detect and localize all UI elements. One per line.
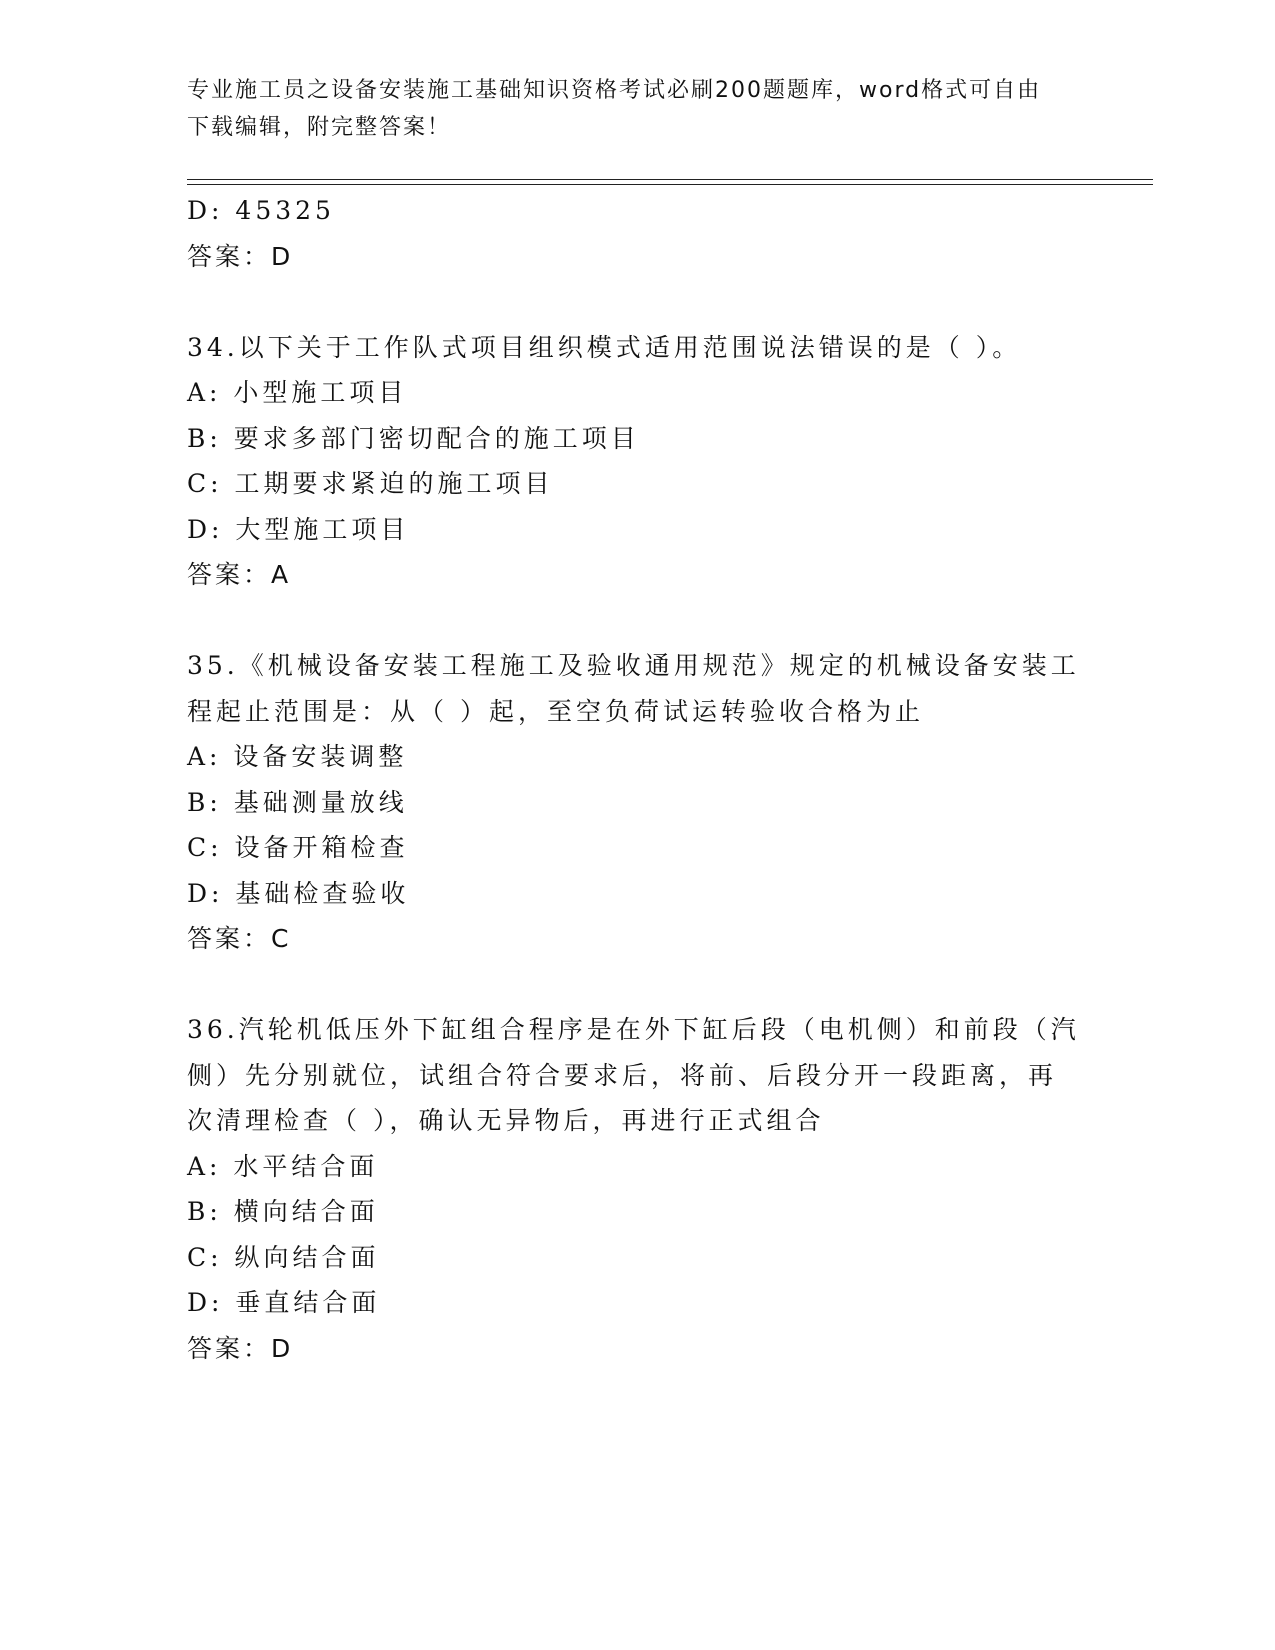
spacer [187, 598, 1087, 644]
question-stem-line-3: 次清理检查（ ），确认无异物后，再进行正式组合 [187, 1106, 825, 1135]
header-line-2: 下载编辑，附完整答案！ [187, 115, 452, 140]
option-b: B: 横向结合面 [187, 1197, 379, 1226]
option-a: A: 设备安装调整 [187, 742, 408, 771]
header-rule-bottom [187, 184, 1153, 185]
header-line-1: 专业施工员之设备安装施工基础知识资格考试必刷200题题库，word格式可自由 [187, 78, 1042, 103]
question-36 [187, 1007, 1087, 1371]
spacer [187, 962, 1087, 1008]
document-header [187, 72, 1087, 146]
option-c: C: 设备开箱检查 [187, 833, 409, 862]
question-33-tail [187, 188, 1087, 279]
option-a: A: 水平结合面 [187, 1151, 379, 1181]
option-c: C: 纵向结合面 [187, 1242, 380, 1272]
answer: 答案：C [187, 924, 292, 953]
option-c: C: 工期要求紧迫的施工项目 [187, 469, 554, 498]
option-d: D: 基础检查验收 [187, 878, 410, 908]
option-a: A: 小型施工项目 [187, 378, 408, 407]
document-body [187, 188, 1087, 1371]
question-34 [187, 325, 1087, 598]
question-stem: 34.以下关于工作队式项目组织模式适用范围说法错误的是（ ）。 [187, 332, 1022, 362]
answer: 答案：D [187, 241, 294, 271]
question-stem-line-1: 35.《机械设备安装工程施工及验收通用规范》规定的机械设备安装工 [187, 651, 1080, 680]
question-stem-line-2: 程起止范围是：从（ ）起，至空负荷试运转验收合格为止 [187, 696, 924, 726]
header-rule-top [187, 179, 1153, 180]
option-d: D: 大型施工项目 [187, 514, 410, 544]
option-b: B: 要求多部门密切配合的施工项目 [187, 423, 640, 453]
question-35 [187, 643, 1087, 962]
option-d: D: 垂直结合面 [187, 1288, 381, 1317]
spacer [187, 279, 1087, 325]
answer: 答案：D [187, 1333, 294, 1363]
question-stem-line-1: 36.汽轮机低压外下缸组合程序是在外下缸后段（电机侧）和前段（汽 [187, 1015, 1080, 1044]
answer: 答案：A [187, 560, 292, 589]
option-d: D: 45325 [187, 196, 335, 225]
question-stem-line-2: 侧）先分别就位，试组合符合要求后，将前、后段分开一段距离，再 [187, 1060, 1058, 1090]
option-b: B: 基础测量放线 [187, 787, 408, 817]
